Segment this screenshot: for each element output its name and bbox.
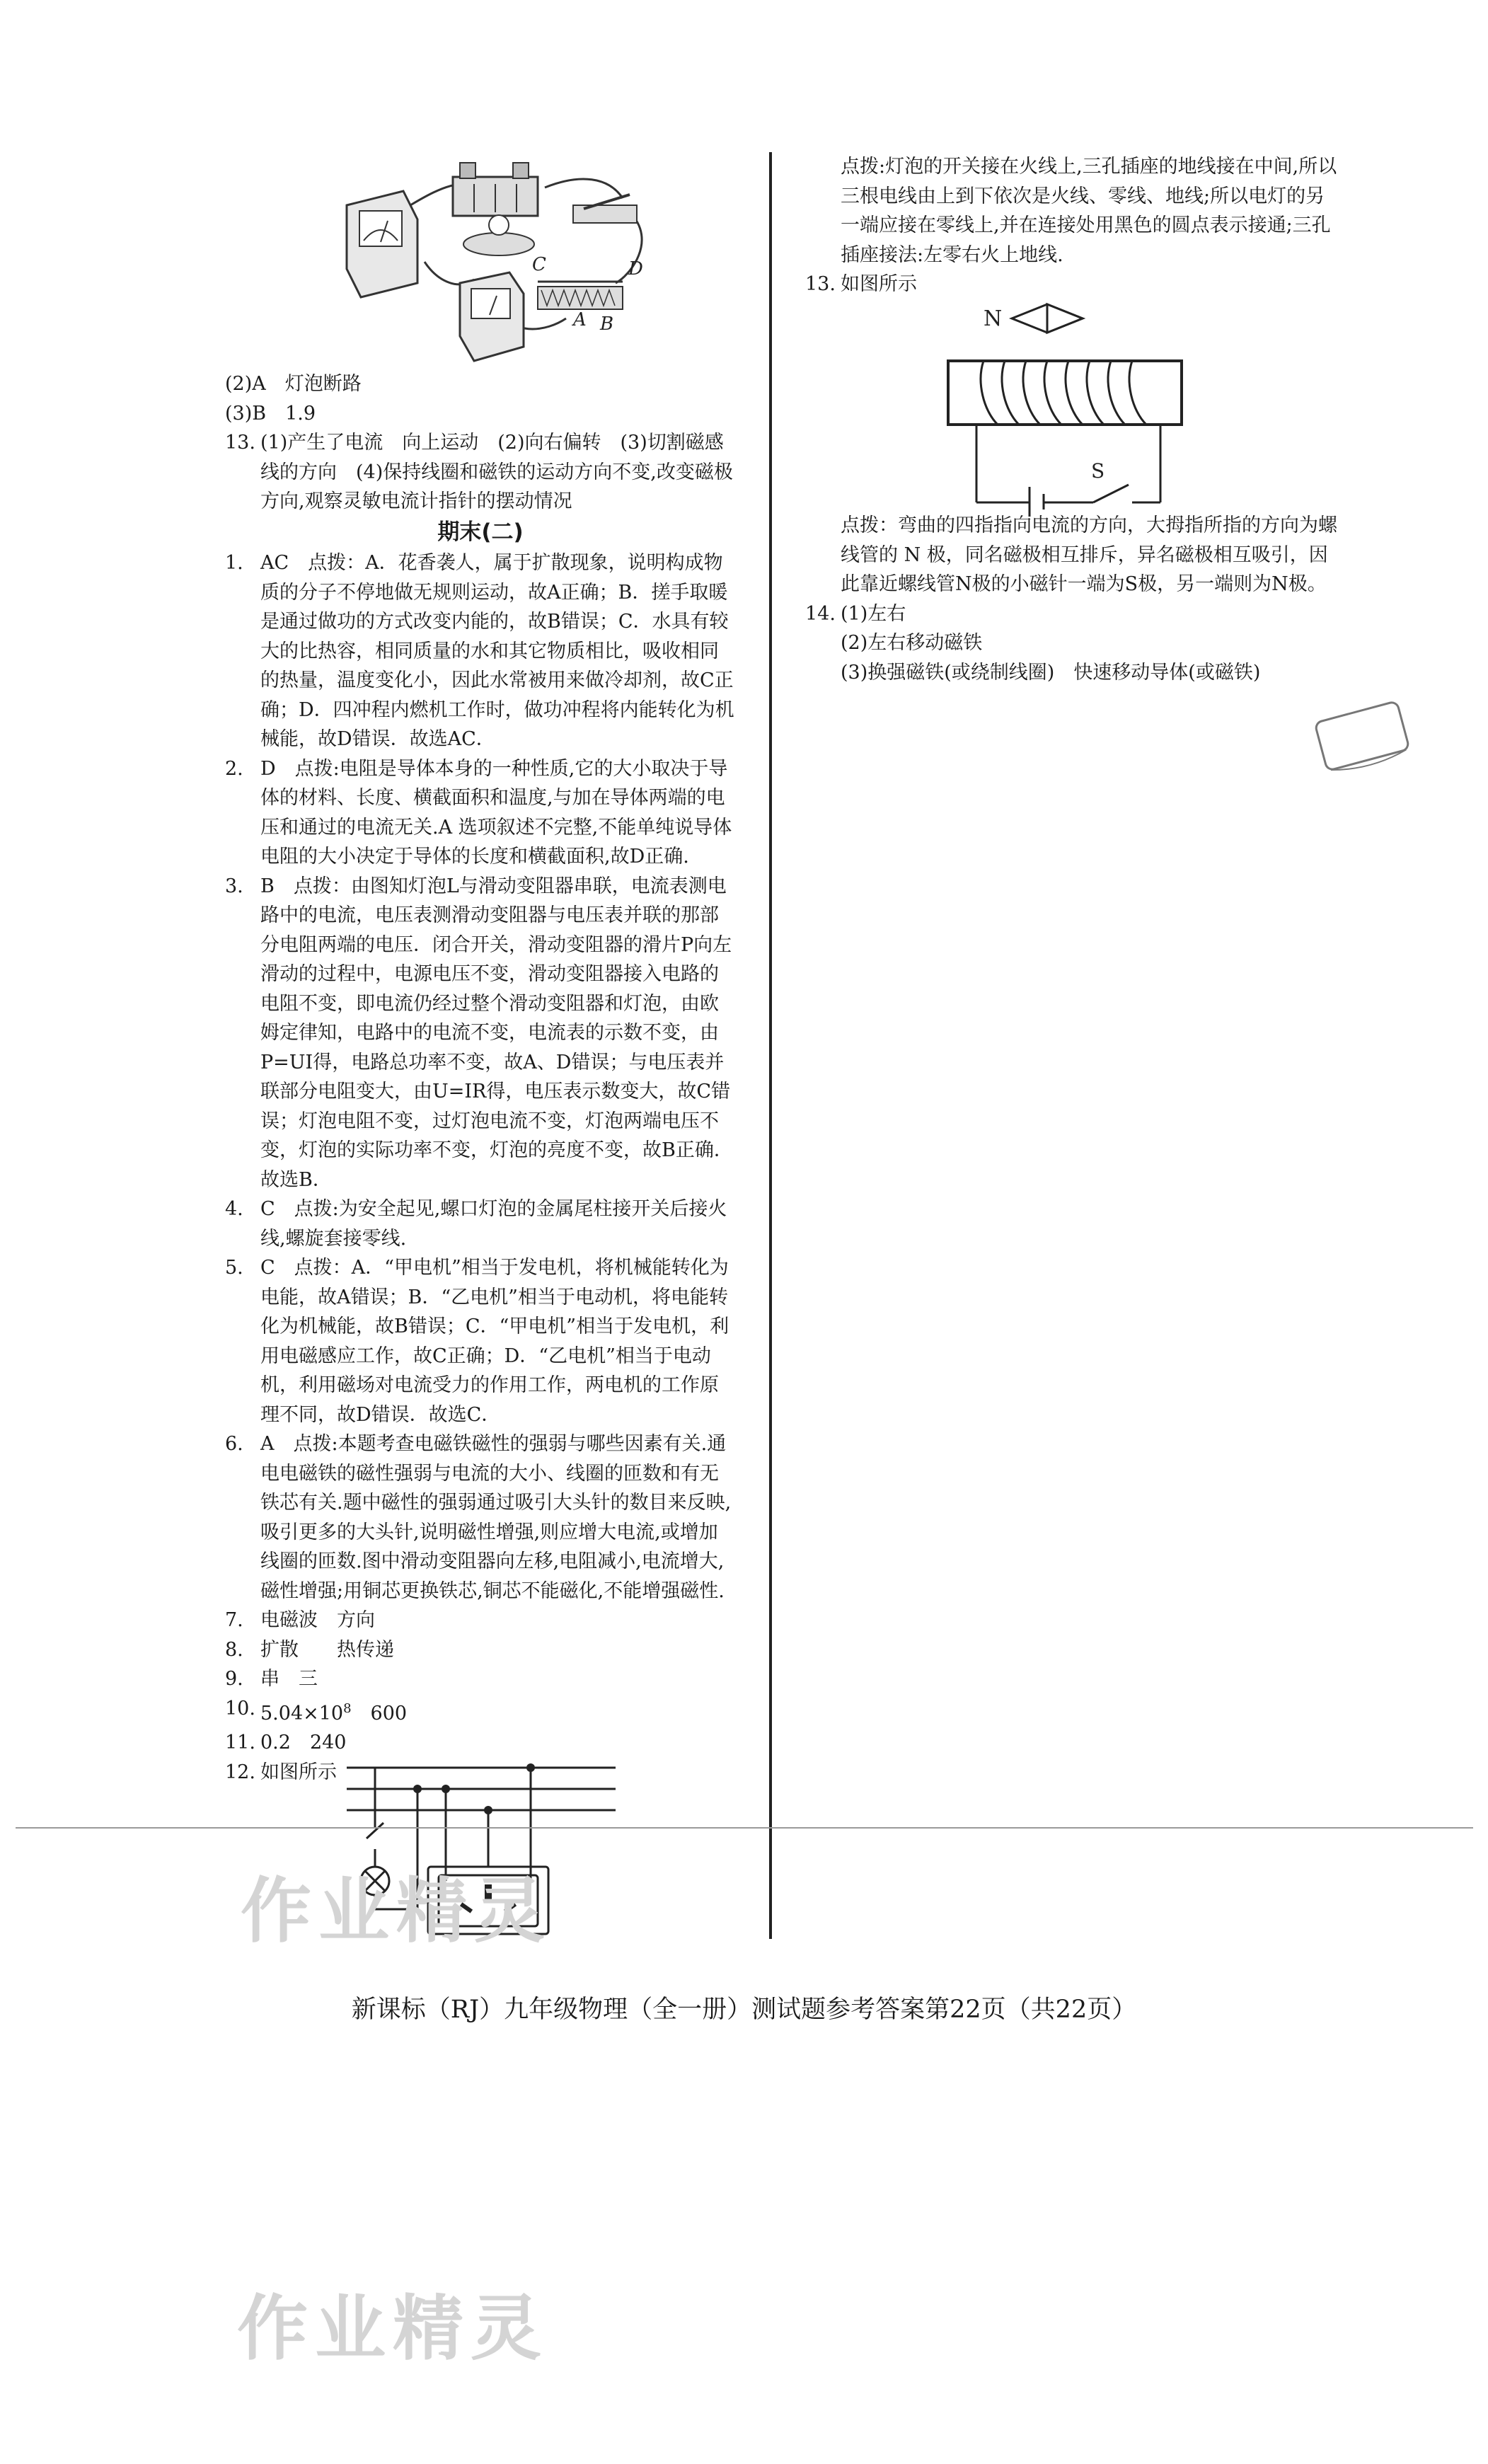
circuit-diagram-figure — [333, 156, 665, 368]
right-column — [805, 152, 1343, 299]
voltmeter-icon — [460, 272, 524, 361]
rheostat-icon — [538, 282, 623, 309]
answer-item — [225, 1606, 736, 1635]
note-13: 点拨：弯曲的四指指向电流的方向，大拇指所指的方向为螺线管的 N 极，同名磁极相互排斥，异名磁极相互吸引，因此靠近螺线管N极的小磁针一端为S极，另一端则为N极。 — [841, 514, 1337, 595]
q14-line-3: (3)换强磁铁(或绕制线圈) 快速移动导体(或磁铁) — [841, 661, 1261, 684]
right-column-lower — [805, 511, 1343, 687]
switch-icon — [573, 195, 637, 223]
answer-number: 10. — [225, 1697, 255, 1720]
compass-n-label: N — [984, 306, 1003, 331]
section-title: 期末(二) — [437, 519, 524, 545]
answer-item — [225, 548, 736, 754]
question-14 — [805, 599, 1343, 629]
answer-text-base: 5.04×10 — [260, 1702, 344, 1725]
page-divider — [16, 1827, 1473, 1829]
answer-text: 0.2 240 — [260, 1732, 347, 1754]
answer-text: A 点拨:本题考查电磁铁磁性的强弱与哪些因素有关.通电电磁铁的磁性强弱与电流的大小、线圈的匝数和有无铁芯有关.题中磁性的强弱通过吸引大头针的数目来反映,吸引更多的大头针,说明磁性增强,则应增大电流,或增加线圈的匝数.图中滑动变阻器向左移,电阻减小,电流增大,磁性增强;用铜芯更换铁芯,铜芯不能磁化,不能增强磁性. — [260, 1433, 732, 1602]
watermark-text: 作业精灵 — [241, 1870, 552, 1952]
answer-item — [225, 1664, 736, 1694]
answer-number: 6. — [225, 1433, 243, 1455]
q14-line-2: (2)左右移动磁铁 — [841, 632, 983, 654]
answer-number: 12. — [225, 1761, 255, 1783]
question-number: 14. — [805, 602, 836, 625]
label-a: A — [573, 309, 587, 330]
question-number: 13. — [805, 273, 836, 295]
answer-exponent: 8 — [343, 1700, 352, 1716]
answer-item — [225, 1728, 736, 1758]
answer-text: C 点拨：A．“甲电机”相当于发电机，将机械能转化为电能，故A错误；B．“乙电机”相当于电动机，将电能转化为机械能，故B错误；C．“甲电机”相当于发电机，利用电磁感应工作，故C正确；D．“乙电机”相当于电动机，利用磁场对电流受力的作用工作，两电机的工作原理不同，故D错误．故选C． — [260, 1257, 729, 1426]
question-text: (1)产生了电流 向上运动 (2)向右偏转 (3)切割磁感线的方向 (4)保持线圈和磁铁的运动方向不变,改变磁极方向,观察灵敏电流计指针的摆动情况 — [260, 432, 733, 512]
answer-text: C 点拨:为安全起见,螺口灯泡的金属尾柱接开关后接火线,螺旋套接零线. — [260, 1198, 727, 1250]
answer-item — [225, 1694, 736, 1729]
answer-item — [225, 1635, 736, 1665]
ammeter-icon — [347, 191, 417, 297]
solenoid-diagram-figure — [934, 297, 1217, 517]
watermark-text: 作业精灵 — [237, 2287, 548, 2370]
answer-number: 3. — [225, 875, 243, 897]
answer-text: AC 点拨：A．花香袭人，属于扩散现象，说明构成物质的分子不停地做无规则运动，故A正确；B．搓手取暖是通过做功的方式改变内能的，故B错误；C．水具有较大的比热容，相同质量的水和其它物质相比，吸收相同的热量，温度变化小，因此水常被用来做冷却剂，故C正确；D．四冲程内燃机工作时，做功冲程将内能转化为机械能，故D错误．故选AC． — [260, 552, 734, 750]
answer-text: 串 三 — [260, 1668, 318, 1690]
switch-s-label: S — [1091, 459, 1105, 483]
answer-number: 1. — [225, 552, 243, 574]
answer-number: 5. — [225, 1257, 243, 1279]
answer-number: 4. — [225, 1198, 243, 1220]
answer-item — [225, 872, 736, 1195]
label-c: C — [532, 254, 546, 275]
answer-text: 如图所示 — [260, 1761, 337, 1783]
answer-text: D 点拨:电阻是导体本身的一种性质,它的大小取决于导体的材料、长度、横截面积和温度,与加在导体两端的电压和通过的电流无关.A 选项叙述不完整,不能单纯说导体电阻的大小决定于导体的长度和横截面积,故D正确. — [260, 757, 732, 868]
battery-icon — [453, 163, 538, 216]
question-text: 如图所示 — [841, 273, 917, 295]
page-footer: 新课标（RJ）九年级物理（全一册）测试题参考答案第22页（共22页） — [351, 1996, 1137, 2024]
line-3b: (3)B 1.9 — [225, 402, 316, 425]
answer-text: 扩散 热传递 — [260, 1638, 394, 1661]
bulb-icon — [463, 215, 534, 255]
answer-text: 电磁波 方向 — [260, 1609, 375, 1631]
label-d: D — [628, 258, 643, 280]
answer-number: 11. — [225, 1732, 255, 1754]
q14-line-1: (1)左右 — [841, 602, 906, 625]
answer-number: 9. — [225, 1668, 243, 1690]
compass-needle-icon — [1012, 304, 1083, 333]
answer-number: 8. — [225, 1638, 243, 1661]
question-13 — [225, 428, 736, 517]
column-divider — [769, 152, 772, 1939]
question-number: 13. — [225, 432, 255, 454]
note-12: 点拨:灯泡的开关接在火线上,三孔插座的地线接在中间,所以三根电线由上到下依次是火线、零线、地线;所以电灯的另一端应接在零线上,并在连接处用黑色的圆点表示接通;三孔插座接法:左零右火上地线. — [841, 156, 1337, 266]
answer-number: 7. — [225, 1609, 243, 1631]
answer-item — [225, 754, 736, 872]
answer-text: B 点拨：由图知灯泡L与滑动变阻器串联，电流表测电路中的电流，电压表测滑动变阻器与电压表并联的那部分电阻两端的电压．闭合开关，滑动变阻器的滑片P向左滑动的过程中，电源电压不变，滑动变阻器接入电路的电阻不变，即电流仍经过整个滑动变阻器和灯泡，由欧姆定律知，电路中的电流不变，电流表的示数不变，由P=UI得，电路总功率不变，故A、D错误；与电压表并联部分电阻变大，由U=IR得，电压表示数变大，故C错误；灯泡电阻不变，过灯泡电流不变，灯泡两端电压不变，灯泡的实际功率不变，灯泡的亮度不变，故B正确．故选B． — [260, 875, 733, 1191]
question-13-right — [805, 270, 1343, 299]
answer-number: 2. — [225, 757, 243, 780]
answer-item — [225, 1429, 736, 1606]
answer-text-rest: 600 — [351, 1702, 408, 1725]
label-b: B — [600, 313, 614, 335]
stamp-logo-icon — [1309, 697, 1415, 775]
left-column — [225, 369, 736, 1787]
answer-item — [225, 1194, 736, 1253]
line-2a: (2)A 灯泡断路 — [225, 373, 362, 395]
answer-item — [225, 1253, 736, 1429]
